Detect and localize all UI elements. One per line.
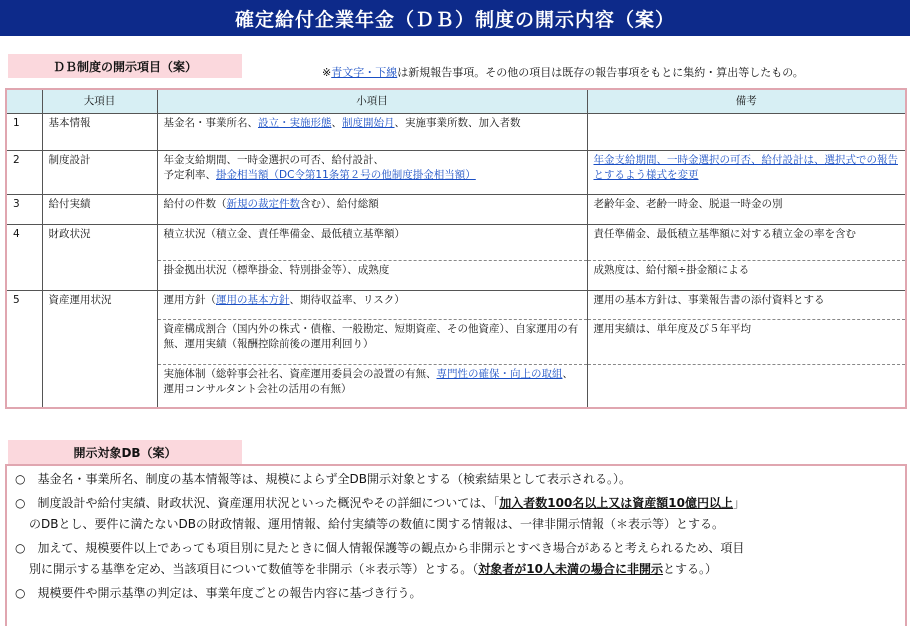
table-row	[6, 113, 906, 150]
sub-item: 積立状況（積立金、責任準備金、最低積立基準額）	[157, 224, 587, 260]
row-number: 3	[6, 194, 42, 224]
bullet-item: ○ 基金名・事業所名、制度の基本情報等は、規模によらず全DB開示対象とする（検索結果として表示される。）。	[15, 472, 631, 486]
sub-item: 基金名・事業所名、設立・実施形態、制度開始月、実施事業所数、加入者数	[157, 113, 587, 150]
section-label-disclosure-items: ＤＢ制度の開示項目（案）	[8, 54, 242, 78]
header-no	[6, 89, 42, 113]
header-remarks: 備考	[587, 89, 906, 113]
remarks	[587, 113, 906, 150]
remarks: 成熟度は、給付額÷掛金額による	[587, 260, 906, 290]
main-item: 財政状況	[42, 224, 157, 260]
sub-item: 年金支給期間、一時金選択の可否、給付設計、 予定利率、掛金相当額（DC令第11条第２号の他制度掛金相当額）	[157, 150, 587, 194]
table-row	[6, 224, 906, 260]
main-item: 制度設計	[42, 150, 157, 194]
table-row	[6, 260, 906, 290]
legend-note: ※青文字・下線は新規報告事項。その他の項目は既存の報告事項をもとに集約・算出等したもの。	[322, 66, 804, 79]
page-title-banner	[0, 0, 910, 36]
remarks: 運用実績は、単年度及び５年平均	[587, 319, 906, 364]
section-label-disclosure-target: 開示対象DB（案）	[8, 440, 242, 464]
table-header-row	[6, 89, 906, 113]
table-row	[6, 150, 906, 194]
sub-item: 掛金拠出状況（標準掛金、特別掛金等）、成熟度	[157, 260, 587, 290]
remarks: 老齢年金、老齢一時金、脱退一時金の別	[587, 194, 906, 224]
header-sub-item: 小項目	[157, 89, 587, 113]
table-row	[6, 194, 906, 224]
row-number: 4	[6, 224, 42, 260]
sub-item: 実施体制（総幹事会社名、資産運用委員会の設置の有無、専門性の確保・向上の取組、運用コンサルタント会社の活用の有無）	[157, 364, 587, 408]
row-number: 1	[6, 113, 42, 150]
bullet-item: ○ 加えて、規模要件以上であっても項目別に見たときに個人情報保護等の観点から非開示とすべき場合があると考えられるため、項目 別に開示する基準を定め、当該項目について数値等を非開示（＊表示等）とする。（対象者が10人未満の場合に非開示とする。）	[15, 541, 745, 576]
row-number: 2	[6, 150, 42, 194]
page-title: 確定給付企業年金（ＤＢ）制度の開示内容（案）	[234, 8, 675, 31]
main-item: 基本情報	[42, 113, 157, 150]
remarks	[587, 364, 906, 408]
main-item: 資産運用状況	[42, 290, 157, 319]
table-row	[6, 290, 906, 319]
remarks: 責任準備金、最低積立基準額に対する積立金の率を含む	[587, 224, 906, 260]
disclosure-target-box	[5, 464, 907, 626]
sub-item: 運用方針（運用の基本方針、期待収益率、リスク）	[157, 290, 587, 319]
table-row	[6, 319, 906, 364]
disclosure-items-table	[5, 88, 907, 409]
remarks: 年金支給期間、一時金選択の可否、給付設計は、選択式での報告とするよう様式を変更	[587, 150, 906, 194]
bullet-item: ○ 規模要件や開示基準の判定は、事業年度ごとの報告内容に基づき行う。	[15, 586, 422, 600]
bullet-item: ○ 制度設計や給付実績、財政状況、資産運用状況といった概況やその詳細については、「加入者数100名以上又は資産額10億円以上」 のDBとし、要件に満たないDBの財政情報、運用情報、給付実績等の数値に関する情報は、一律非開示情報（＊表示等）とする。	[15, 496, 746, 531]
table-row	[6, 364, 906, 408]
sub-item: 給付の件数（新規の裁定件数含む）、給付総額	[157, 194, 587, 224]
remarks: 運用の基本方針は、事業報告書の添付資料とする	[587, 290, 906, 319]
header-main-item: 大項目	[42, 89, 157, 113]
main-item: 給付実績	[42, 194, 157, 224]
sub-item: 資産構成割合（国内外の株式・債権、一般勘定、短期資産、その他資産）、自家運用の有無、運用実績（報酬控除前後の運用利回り）	[157, 319, 587, 364]
row-number: 5	[6, 290, 42, 319]
